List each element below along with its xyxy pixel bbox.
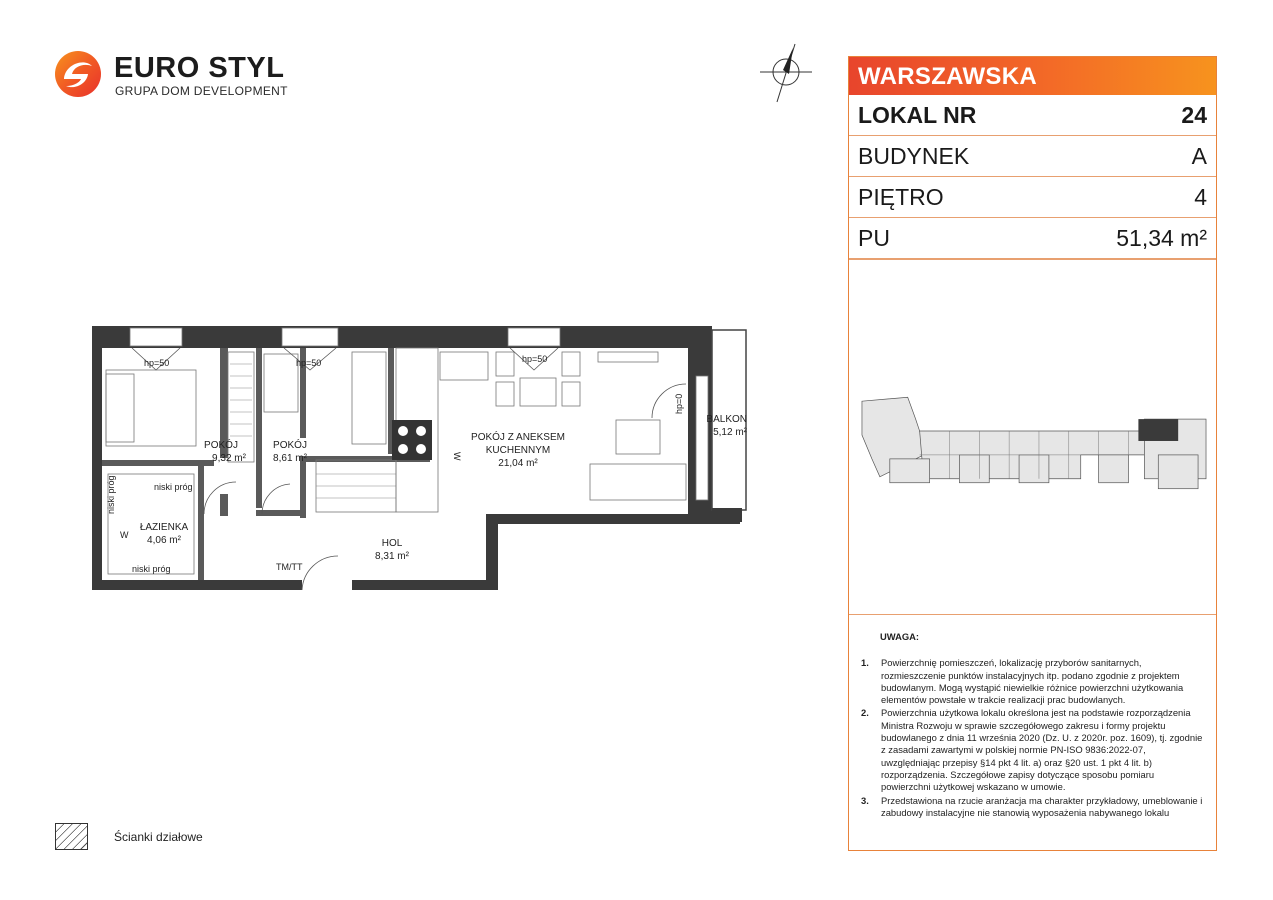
windows	[130, 328, 708, 500]
room-name: POKÓJ	[204, 440, 238, 451]
info-row-building	[849, 136, 1216, 177]
window-label: hp=50	[296, 358, 322, 368]
room-name: ŁAZIENKA	[139, 522, 189, 533]
room-name: POKÓJ	[273, 440, 307, 451]
w-mark: W	[120, 530, 129, 540]
meter-label: TM/TT	[276, 562, 303, 572]
room-name: BALKON	[706, 414, 747, 425]
cooktop-icon	[392, 420, 432, 460]
room-name: KUCHENNYM	[485, 445, 551, 456]
info-label: PU	[858, 224, 890, 251]
info-label: LOKAL NR	[858, 101, 977, 128]
window-label: hp=50	[522, 354, 548, 364]
info-label: BUDYNEK	[858, 142, 970, 169]
notes-section	[861, 631, 1206, 820]
info-label: PIĘTRO	[858, 183, 944, 210]
project-name: WARSZAWSKA	[849, 57, 1216, 95]
threshold-label: niski próg	[106, 475, 116, 514]
threshold-label: niski próg	[132, 564, 171, 574]
note-item	[861, 795, 1206, 820]
info-row-unit	[849, 95, 1216, 136]
info-value: A	[1191, 142, 1207, 169]
room-area: 8,61 m²	[273, 453, 307, 464]
note-text: Przedstawiona na rzucie aranżacja ma charakter przykładowy, umeblowanie i zabudowy instalacyjne nie stanowią wyposażenia nabywanego lokalu	[881, 794, 1203, 818]
brand-name: EURO STYL	[114, 52, 285, 84]
info-value: 4	[1194, 183, 1207, 210]
floor-plan	[90, 324, 750, 604]
w-mark: W	[452, 452, 462, 461]
room-area: 5,12 m²	[713, 427, 747, 438]
hatch-legend-icon	[55, 823, 88, 850]
room-area: 8,31 m²	[375, 551, 409, 562]
note-item	[861, 707, 1206, 793]
window-label: hp=50	[144, 358, 170, 368]
door-swings	[132, 348, 686, 590]
info-row-area	[849, 218, 1216, 259]
info-row-floor	[849, 177, 1216, 218]
apartment-info-panel	[848, 56, 1217, 851]
note-number: 3.	[861, 794, 869, 806]
note-text: Powierzchnia użytkowa lokalu określona jest na podstawie rozporządzenia Ministra Rozwoju w sprawie szczegółowego zakresu i formy projektu budowlanego z dnia 11 września 2020 (Dz. U. z 2020r. poz. 1609), tj. zgodnie z zasadami zawartymi w polskiej normie PN-ISO 9836:2022-07, uwzględniając przepisy §14 pkt 4 lit. a) oraz §20 ust. 1 pkt 4 lit. b) rozporządzenia. Szczegółowe zapisy dotyczące sposobu pomiaru powierzchni użytkowej wskazano w umowie.	[881, 707, 1203, 793]
threshold-label: niski próg	[154, 482, 193, 492]
room-area: 21,04 m²	[498, 458, 538, 469]
room-name: POKÓJ Z ANEKSEM	[471, 432, 565, 443]
building-key-plan	[849, 259, 1216, 615]
room-name: HOL	[381, 538, 403, 549]
room-area: 4,06 m²	[147, 535, 181, 546]
info-value: 51,34 m²	[1116, 224, 1207, 251]
door-label: hp=0	[674, 393, 684, 414]
notes-title: UWAGA:	[880, 631, 920, 642]
room-area: 9,32 m²	[212, 453, 246, 464]
note-text: Powierzchnię pomieszczeń, lokalizację przyborów sanitarnych, rozmieszczenie punktów instalacyjnych itp. podano zgodnie z projektem budowlanym. Mogą wystąpić niewielkie różnice powierzchni użytkowania elementów powstałe w trakcie realizacji prac budowlanych.	[881, 657, 1184, 706]
north-arrow-icon	[758, 42, 818, 106]
note-item	[861, 657, 1206, 706]
brand-subtitle: GRUPA DOM DEVELOPMENT	[115, 84, 288, 98]
note-number: 2.	[861, 707, 869, 719]
note-number: 1.	[861, 657, 869, 669]
eurostyl-logo-icon	[54, 50, 102, 98]
info-value: 24	[1181, 101, 1207, 128]
legend-label: Ścianki działowe	[114, 830, 203, 844]
balcony	[712, 330, 746, 522]
brand-logo	[54, 50, 294, 102]
